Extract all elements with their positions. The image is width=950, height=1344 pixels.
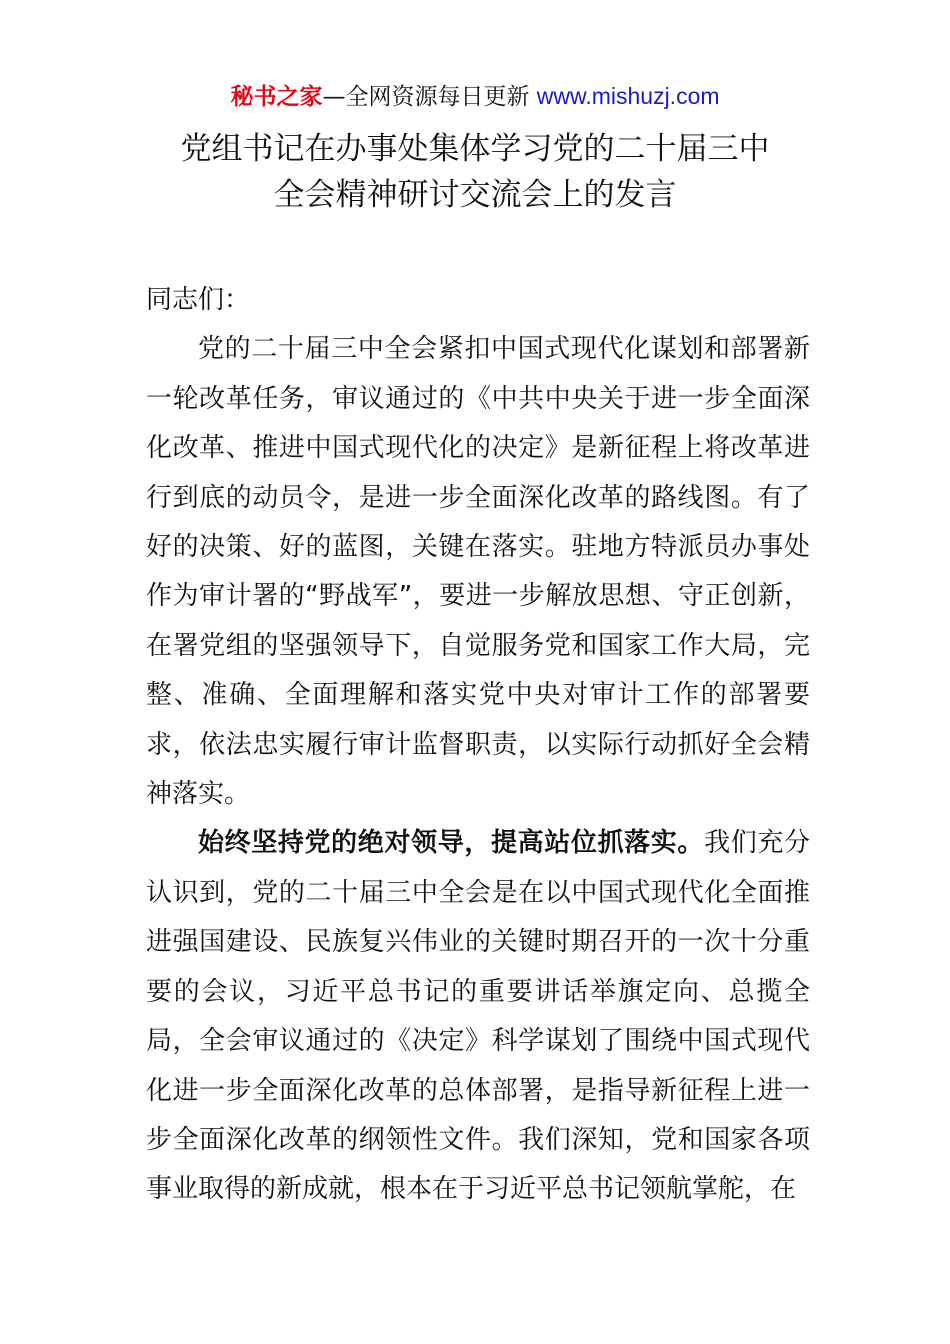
paragraph-2 [146,819,810,1214]
brand-name: 秘书之家 [230,84,323,110]
title-line-2: 全会精神研讨交流会上的发言 [273,177,677,213]
paragraph-1: 党的二十届三中全会紧扣中国式现代化谋划和部署新一轮改革任务，审议通过的《中共中央关于进一步全面深化改革、推进中国式现代化的决定》是新征程上将改革进行到底的动员令，是进一步全面深化改革的路线图。有了好的决策、好的蓝图，关键在落实。驻地方特派员办事处作为审计署的“野战军”，要进一步解放思想、守正创新，在署党组的坚强领导下，自觉服务党和国家工作大局，完整、准确、全面理解和落实党中央对审计工作的部署要求，依法忠实履行审计监督职责，以实际行动抓好全会精神落实。 [146,334,810,810]
site-url-link[interactable]: www.mishuzj.com [536,83,720,109]
document-title [0,126,950,218]
salutation: 同志们： [146,285,251,315]
title-line-1: 党组书记在办事处集体学习党的二十届三中 [180,131,770,167]
paragraph-2-body: 我们充分认识到，党的二十届三中全会是在以中国式现代化全面推进强国建设、民族复兴伟业的关键时期召开的一次十分重要的会议，习近平总书记的重要讲话举旗定向、总揽全局，全会审议通过的《决定》科学谋划了围绕中国式现代化进一步全面深化改革的总体部署，是指导新征程上进一步全面深化改革的纲领性文件。我们深知，党和国家各项事业取得的新成就，根本在于习近平总书记领航掌舵，在 [146,828,810,1205]
document-body [146,276,810,1215]
site-tagline: —全网资源每日更新 [322,84,537,110]
paragraph-2-heading: 始终坚持党的绝对领导，提高站位抓落实。 [198,828,705,859]
site-header [0,80,950,113]
